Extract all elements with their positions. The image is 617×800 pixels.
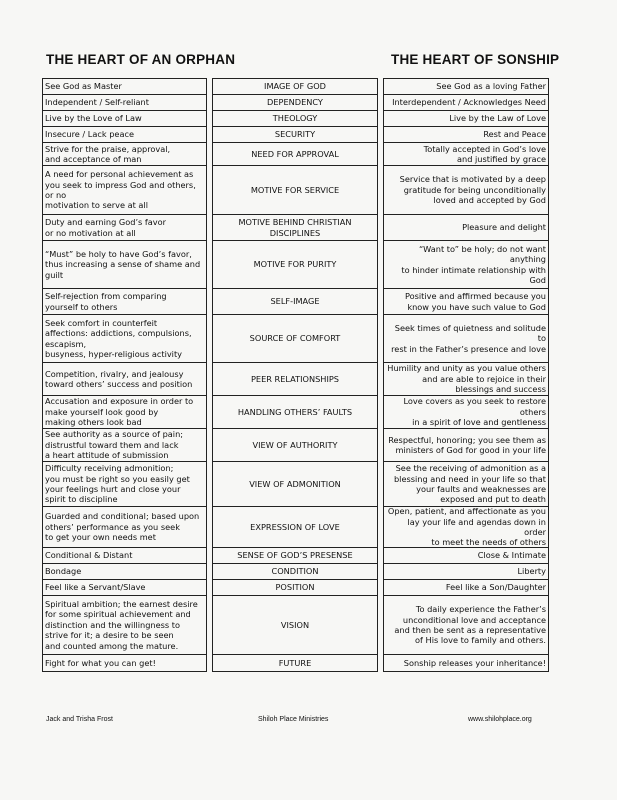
category-cell: MOTIVE FOR SERVICE	[213, 166, 377, 215]
orphan-cell: Guarded and conditional; based upon others’ performance as you seek to get your own needs met	[43, 507, 206, 548]
category-cell: POSITION	[213, 580, 377, 596]
sonship-cell: Respectful, honoring; you see them as ministers of God for good in your life	[384, 429, 548, 462]
orphan-cell: “Must” be holy to have God’s favor, thus increasing a sense of shame and guilt	[43, 241, 206, 289]
sonship-cell: See the receiving of admonition as a blessing and need in your life so that your faults and weaknesses are exposed and put to death	[384, 462, 548, 507]
category-cell: DEPENDENCY	[213, 95, 377, 111]
sonship-cell: Live by the Law of Love	[384, 111, 548, 127]
orphan-cell: Competition, rivalry, and jealousy toward others’ success and position	[43, 363, 206, 396]
sonship-cell: Feel like a Son/Daughter	[384, 580, 548, 596]
footer-authors: Jack and Trisha Frost	[46, 716, 113, 723]
sonship-cell: Interdependent / Acknowledges Need	[384, 95, 548, 111]
category-cell: SENSE OF GOD’S PRESENSE	[213, 548, 377, 564]
sonship-cell: Service that is motivated by a deep gratitude for being unconditionally loved and accepted by God	[384, 166, 548, 215]
orphan-cell: Feel like a Servant/Slave	[43, 580, 206, 596]
sonship-cell: “Want to” be holy; do not want anything to hinder intimate relationship with God	[384, 241, 548, 289]
sonship-cell: Positive and affirmed because you know you have such value to God	[384, 289, 548, 315]
category-cell: IMAGE OF GOD	[213, 79, 377, 95]
orphan-cell: See God as Master	[43, 79, 206, 95]
sonship-column	[383, 78, 549, 672]
sonship-cell: Liberty	[384, 564, 548, 580]
category-cell: VIEW OF AUTHORITY	[213, 429, 377, 462]
category-cell: SECURITY	[213, 127, 377, 143]
sonship-cell: To daily experience the Father’s unconditional love and acceptance and then be sent as a representative of His love to family and others.	[384, 596, 548, 655]
sonship-heading: THE HEART OF SONSHIP	[391, 52, 560, 67]
sonship-cell: Humility and unity as you value others and are able to rejoice in their blessings and success	[384, 363, 548, 396]
orphan-cell: Seek comfort in counterfeit affections: addictions, compulsions, escapism, busyness, hyper-religious activity	[43, 315, 206, 363]
orphan-heading: THE HEART OF AN ORPHAN	[46, 52, 236, 67]
category-cell: MOTIVE FOR PURITY	[213, 241, 377, 289]
sonship-cell: Totally accepted in God’s love and justified by grace	[384, 143, 548, 166]
sonship-cell: See God as a loving Father	[384, 79, 548, 95]
orphan-cell: Insecure / Lack peace	[43, 127, 206, 143]
category-cell: HANDLING OTHERS’ FAULTS	[213, 396, 377, 429]
category-cell: FUTURE	[213, 655, 377, 672]
orphan-column	[42, 78, 207, 672]
category-column	[212, 78, 378, 672]
sonship-cell: Love covers as you seek to restore others in a spirit of love and gentleness	[384, 396, 548, 429]
footer-ministry: Shiloh Place Ministries	[258, 716, 329, 723]
sonship-cell: Pleasure and delight	[384, 215, 548, 241]
category-cell: THEOLOGY	[213, 111, 377, 127]
category-cell: SOURCE OF COMFORT	[213, 315, 377, 363]
sonship-cell: Rest and Peace	[384, 127, 548, 143]
footer-website[interactable]: www.shilohplace.org	[468, 716, 532, 723]
sonship-cell: Sonship releases your inheritance!	[384, 655, 548, 672]
orphan-cell: Strive for the praise, approval, and acceptance of man	[43, 143, 206, 166]
category-cell: PEER RELATIONSHIPS	[213, 363, 377, 396]
orphan-cell: Fight for what you can get!	[43, 655, 206, 672]
category-cell: NEED FOR APPROVAL	[213, 143, 377, 166]
orphan-cell: See authority as a source of pain; distrustful toward them and lack a heart attitude of submission	[43, 429, 206, 462]
orphan-cell: Duty and earning God’s favor or no motivation at all	[43, 215, 206, 241]
sonship-cell: Seek times of quietness and solitude to rest in the Father’s presence and love	[384, 315, 548, 363]
orphan-cell: A need for personal achievement as you seek to impress God and others, or no motivation to serve at all	[43, 166, 206, 215]
category-cell: SELF-IMAGE	[213, 289, 377, 315]
category-cell: EXPRESSION OF LOVE	[213, 507, 377, 548]
orphan-cell: Accusation and exposure in order to make yourself look good by making others look bad	[43, 396, 206, 429]
orphan-cell: Live by the Love of Law	[43, 111, 206, 127]
orphan-cell: Self-rejection from comparing yourself to others	[43, 289, 206, 315]
orphan-cell: Conditional & Distant	[43, 548, 206, 564]
orphan-cell: Bondage	[43, 564, 206, 580]
orphan-cell: Spiritual ambition; the earnest desire for some spiritual achievement and distinction and the willingness to strive for it; a desire to be seen and counted among the mature.	[43, 596, 206, 655]
category-cell: CONDITION	[213, 564, 377, 580]
category-cell: VIEW OF ADMONITION	[213, 462, 377, 507]
sonship-cell: Open, patient, and affectionate as you lay your life and agendas down in order to meet the needs of others	[384, 507, 548, 548]
category-cell: VISION	[213, 596, 377, 655]
sonship-cell: Close & Intimate	[384, 548, 548, 564]
category-cell: MOTIVE BEHIND CHRISTIAN DISCIPLINES	[213, 215, 377, 241]
orphan-cell: Difficulty receiving admonition; you must be right so you easily get your feelings hurt and close your spirit to discipline	[43, 462, 206, 507]
orphan-cell: Independent / Self-reliant	[43, 95, 206, 111]
